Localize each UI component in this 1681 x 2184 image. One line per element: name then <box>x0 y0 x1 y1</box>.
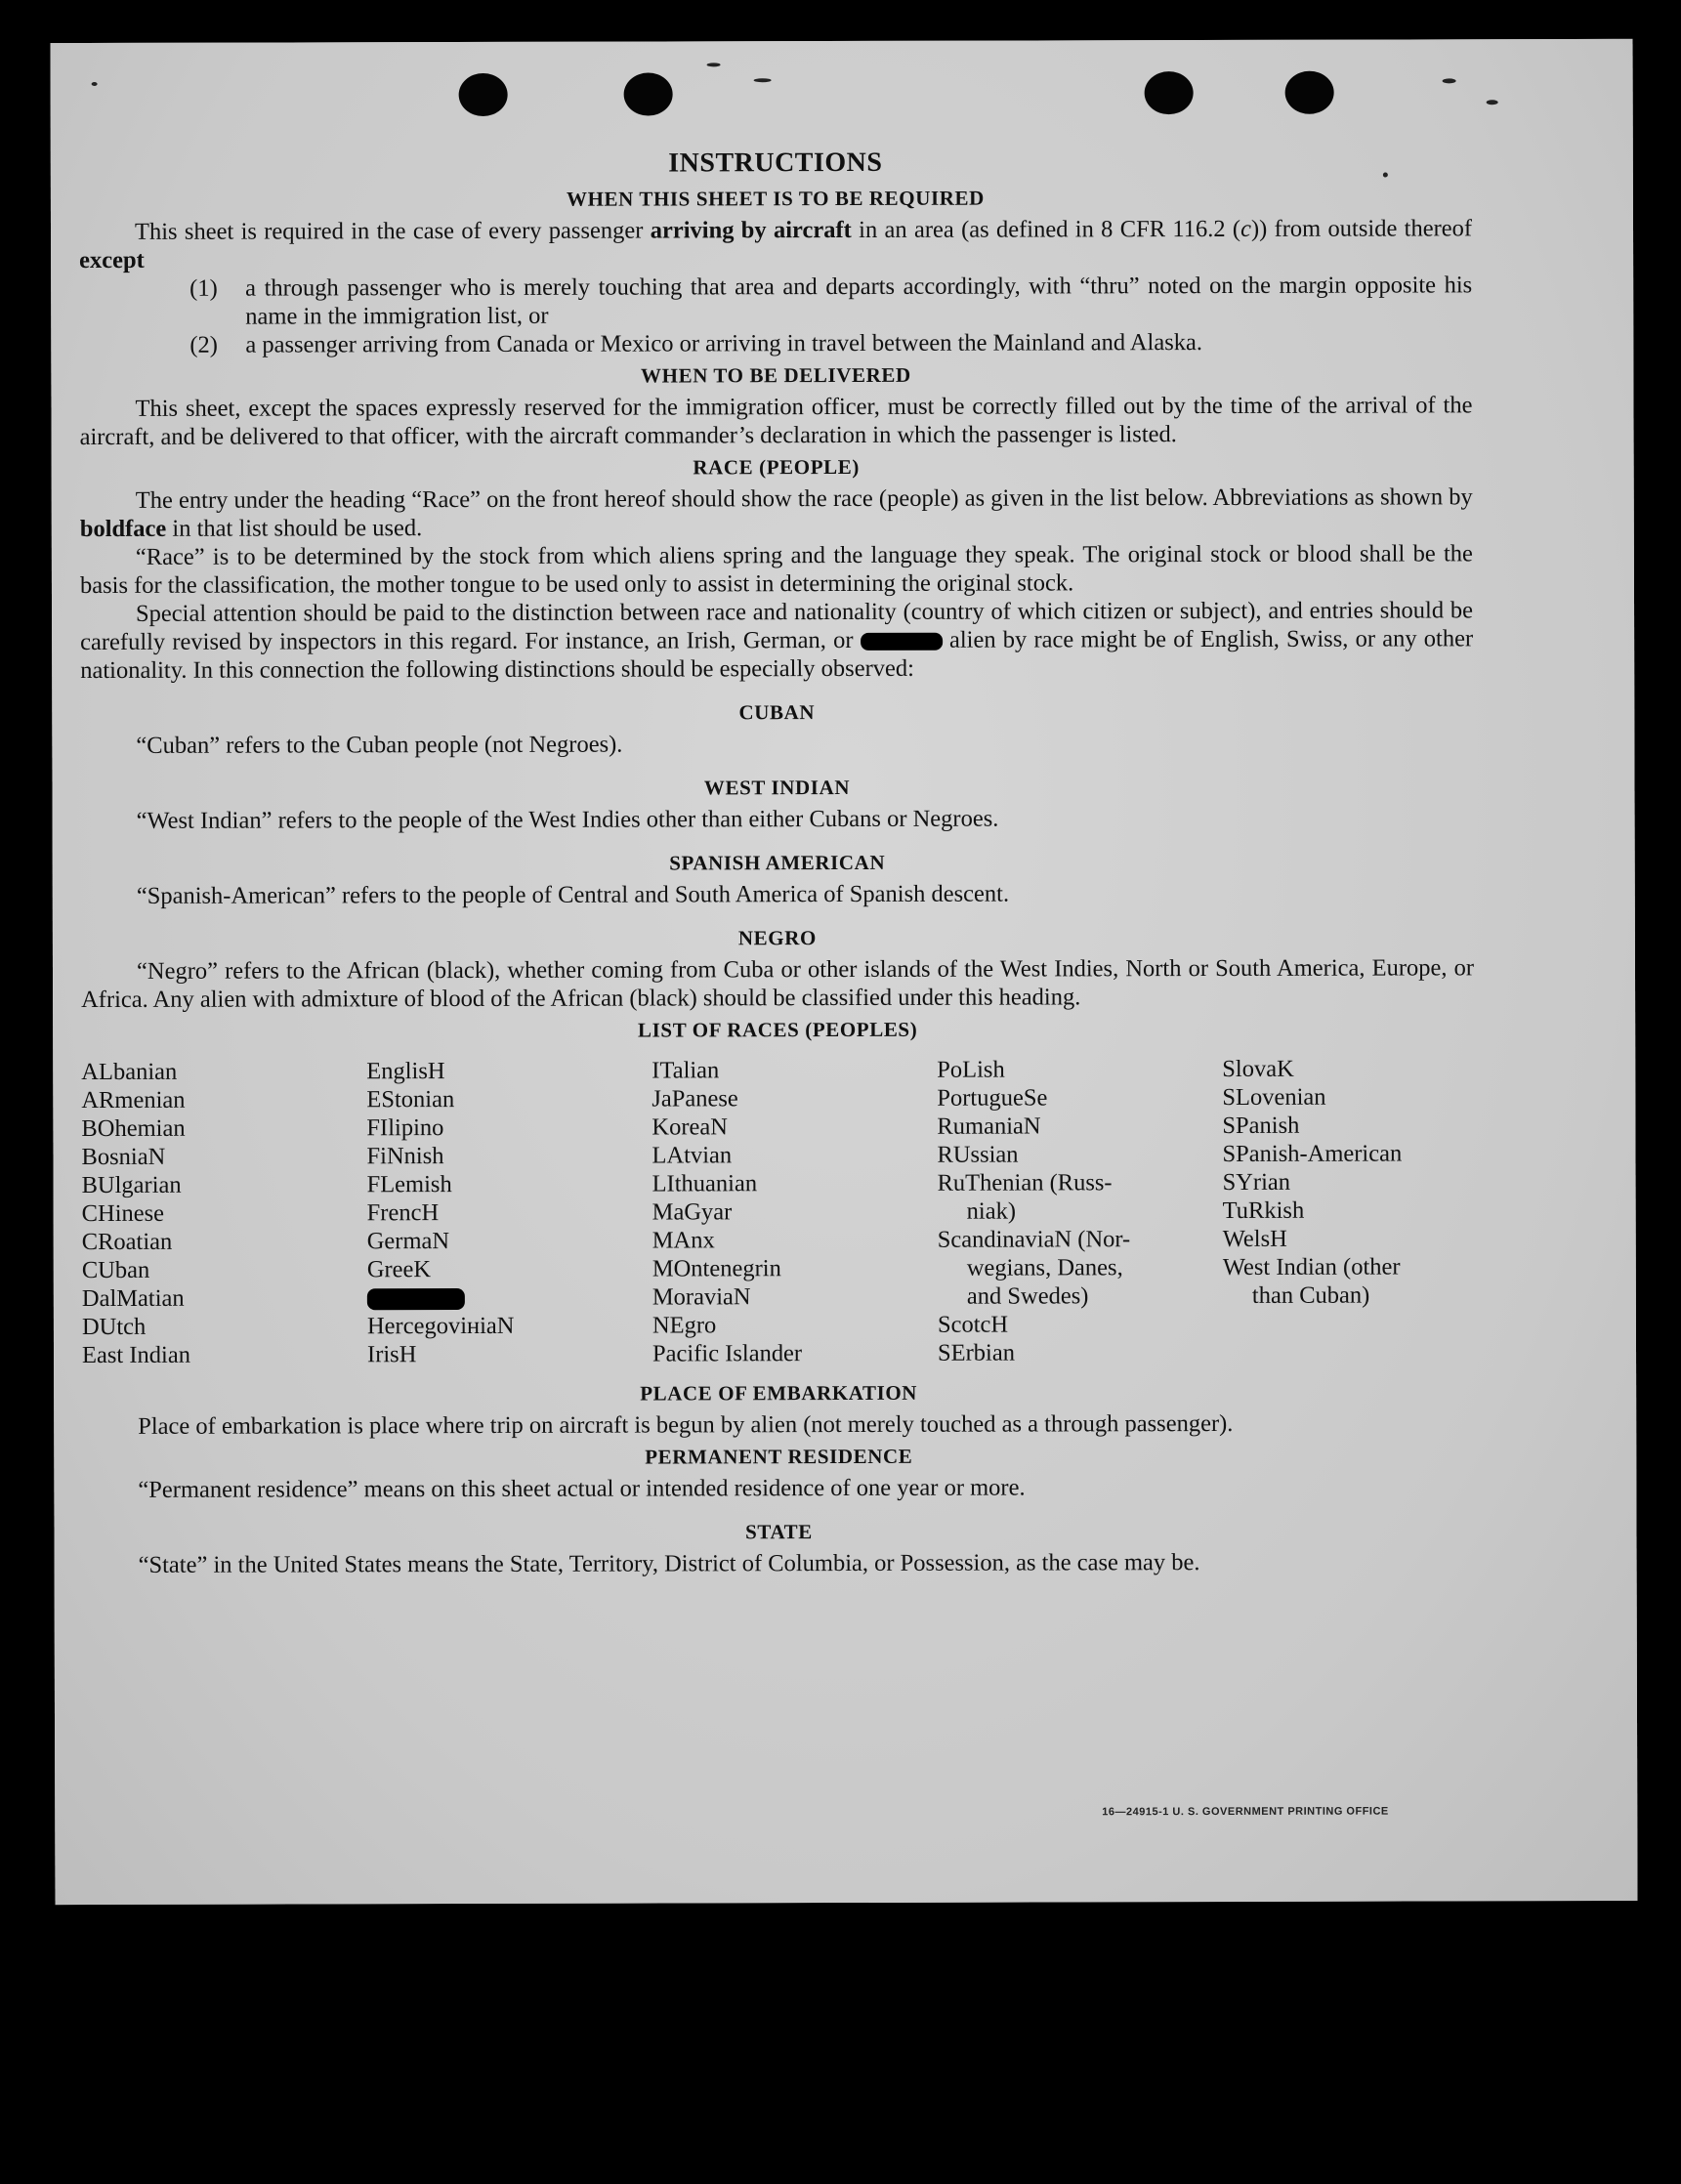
paragraph-residence: “Permanent residence” means on this sheet actual or intended residence of one year or more. <box>138 1474 1026 1503</box>
race-item: ScotcH <box>937 1311 1009 1338</box>
race-item: SYrian <box>1222 1168 1291 1196</box>
race-item: LAtvian <box>651 1142 733 1169</box>
race-item-continued: and Swedes) <box>966 1282 1089 1310</box>
section-heading-delivered: WHEN TO BE DELIVERED <box>641 362 911 388</box>
race-item: ITalian <box>651 1057 720 1084</box>
redaction-mark <box>367 1288 465 1310</box>
race-item: ALbanian <box>81 1058 178 1086</box>
section-heading-embarkation: PLACE OF EMBARKATION <box>640 1380 918 1406</box>
race-item: FiNnish <box>366 1143 444 1170</box>
printing-office-footer: 16—24915-1 U. S. GOVERNMENT PRINTING OFFICE <box>1102 1805 1389 1819</box>
race-item: HercegovініaN <box>366 1312 515 1340</box>
paragraph-negro: “Negro” refers to the African (black), whether coming from Cuba or other islands of the West Indies, North or South America, Europe, or Africa. Any alien with admixture of blood of the African (black) should be classified under this heading. <box>81 954 1475 1014</box>
race-item: MAnx <box>651 1227 715 1254</box>
speck <box>754 78 772 82</box>
page-title: INSTRUCTIONS <box>668 147 883 179</box>
race-item: BosniaN <box>81 1143 166 1171</box>
race-item: NEgro <box>651 1312 717 1339</box>
speck <box>1487 100 1498 105</box>
race-item: SPanish-American <box>1222 1140 1403 1167</box>
section-heading-west-indian: WEST INDIAN <box>703 775 851 800</box>
races-list <box>81 1054 1475 1369</box>
race-item: CUban <box>81 1256 150 1284</box>
race-item: West Indian (other <box>1222 1253 1401 1281</box>
section-heading-spanish-american: SPANISH AMERICAN <box>669 850 886 875</box>
section-heading-negro: NEGRO <box>737 926 817 950</box>
race-item: SPanish <box>1222 1112 1300 1139</box>
paragraph-race-3: Special attention should be paid to the distinction between race and nationality (country of which citizen or subject), and entries should be carefully revised by inspectors in this regard. For instance, an Irish, German, or alien by race might be of English, Swiss, or any other nationality. In this connection the following distinctions should be especially observed: <box>80 597 1474 685</box>
speck <box>92 82 98 86</box>
race-item: DUtch <box>81 1313 147 1341</box>
race-item: CRoatian <box>81 1228 173 1256</box>
redaction-mark <box>861 633 943 651</box>
races-column-4 <box>937 1055 1223 1367</box>
paragraph-race-1: The entry under the heading “Race” on the front hereof should show the race (people) as given in the list below. Abbreviations as shown by boldface in that list should be used. <box>79 483 1473 543</box>
race-item: SLovenian <box>1222 1083 1326 1111</box>
instructions-content <box>79 147 1476 1579</box>
document-sheet <box>51 39 1638 1905</box>
punch-hole <box>459 73 508 116</box>
paragraph-delivered: This sheet, except the spaces expressly reserved for the immigration officer, must be correctly filled out by the time of the arrival of the aircraft, and be delivered to that officer, with the aircraft commander’s declaration in which the passenger is listed. <box>79 392 1473 451</box>
punch-hole <box>1285 71 1334 114</box>
exception-item-2: (2) a passenger arriving from Canada or Mexico or arriving in travel between the Mainland and Alaska. <box>189 329 1203 358</box>
speck <box>707 63 721 66</box>
race-item: BUlgarian <box>81 1171 182 1199</box>
race-item: FIlipino <box>366 1114 444 1142</box>
paragraph-embarkation: Place of embarkation is place where trip on aircraft is begun by alien (not merely touched as a through passenger). <box>138 1409 1234 1440</box>
race-item: PoLish <box>937 1056 1005 1083</box>
race-item: FLemish <box>366 1171 452 1198</box>
race-item: MoraviaN <box>651 1283 751 1311</box>
races-column-3 <box>651 1056 938 1368</box>
race-item: East Indian <box>81 1341 190 1369</box>
section-heading-residence: PERMANENT RESIDENCE <box>645 1444 913 1469</box>
exception-item-1: (1) a through passenger who is merely touching that area and departs accordingly, with “thru” noted on the margin opposite his name in the immigration list, or <box>189 272 1473 330</box>
races-column-2 <box>366 1057 652 1369</box>
race-item: ARmenian <box>81 1086 186 1114</box>
race-item: CHinese <box>81 1199 165 1228</box>
race-item: RumaniaN <box>937 1113 1041 1140</box>
punch-hole <box>624 72 673 115</box>
race-item-redacted <box>367 1283 652 1313</box>
race-item: FrencH <box>366 1199 440 1227</box>
race-item: WelsH <box>1222 1225 1287 1252</box>
speck <box>1443 78 1456 83</box>
race-item: MaGyar <box>651 1198 733 1226</box>
race-item: EStonian <box>366 1086 455 1113</box>
section-heading-state: STATE <box>745 1520 813 1544</box>
race-item: SlovaK <box>1222 1055 1294 1082</box>
race-item-continued: than Cuban) <box>1251 1281 1370 1309</box>
race-item: KoreaN <box>651 1113 728 1141</box>
races-column-1 <box>81 1057 367 1369</box>
race-item: SErbian <box>937 1339 1015 1366</box>
section-heading-list-of-races: LIST OF RACES (PEOPLES) <box>637 1017 918 1042</box>
race-item: ScandinaviaN (Nor- <box>937 1226 1131 1253</box>
race-item: DalMatian <box>81 1284 185 1313</box>
race-item-continued: wegians, Danes, <box>966 1254 1123 1281</box>
race-item: BOhemian <box>81 1114 186 1143</box>
race-item: LIthuanian <box>651 1170 758 1197</box>
race-item: MOntenegrin <box>651 1255 781 1282</box>
race-item: GermaN <box>366 1228 450 1255</box>
race-item: IrisH <box>366 1341 417 1368</box>
paragraph-cuban: “Cuban” refers to the Cuban people (not Negroes). <box>136 731 623 759</box>
race-item: RuThenian (Russ- <box>937 1169 1113 1197</box>
race-item: GreeK <box>366 1256 432 1283</box>
paragraph-spanish-american: “Spanish-American” refers to the people of Central and South America of Spanish descent. <box>136 880 1010 909</box>
race-item: Pacific Islander <box>651 1340 803 1367</box>
race-item: JaPanese <box>651 1085 738 1113</box>
section-heading-race: RACE (PEOPLE) <box>693 454 860 480</box>
race-item: EnglisH <box>366 1058 445 1085</box>
section-heading-required: WHEN THIS SHEET IS TO BE REQUIRED <box>566 186 985 211</box>
paragraph-state: “State” in the United States means the State, Territory, District of Columbia, or Possession, as the case may be. <box>138 1549 1200 1578</box>
paragraph-race-2: “Race” is to be determined by the stock from which aliens spring and the language they speak. The original stock or blood shall be the basis for the classification, the mother tongue to be used only to assist in determining the original stock. <box>79 540 1473 600</box>
paragraph-west-indian: “West Indian” refers to the people of the West Indies other than either Cubans or Negroes. <box>136 805 999 834</box>
paragraph-required: This sheet is required in the case of every passenger arriving by aircraft in an area (as defined in 8 CFR 116.2 (c)) from outside thereof except <box>79 215 1473 274</box>
races-column-5 <box>1222 1054 1508 1366</box>
race-item: TuRkish <box>1222 1197 1305 1224</box>
race-item: RUssian <box>937 1141 1019 1168</box>
race-item-continued: niak) <box>966 1197 1017 1225</box>
section-heading-cuban: CUBAN <box>738 700 816 725</box>
punch-hole <box>1145 71 1194 114</box>
race-item: PortugueSe <box>937 1084 1048 1112</box>
